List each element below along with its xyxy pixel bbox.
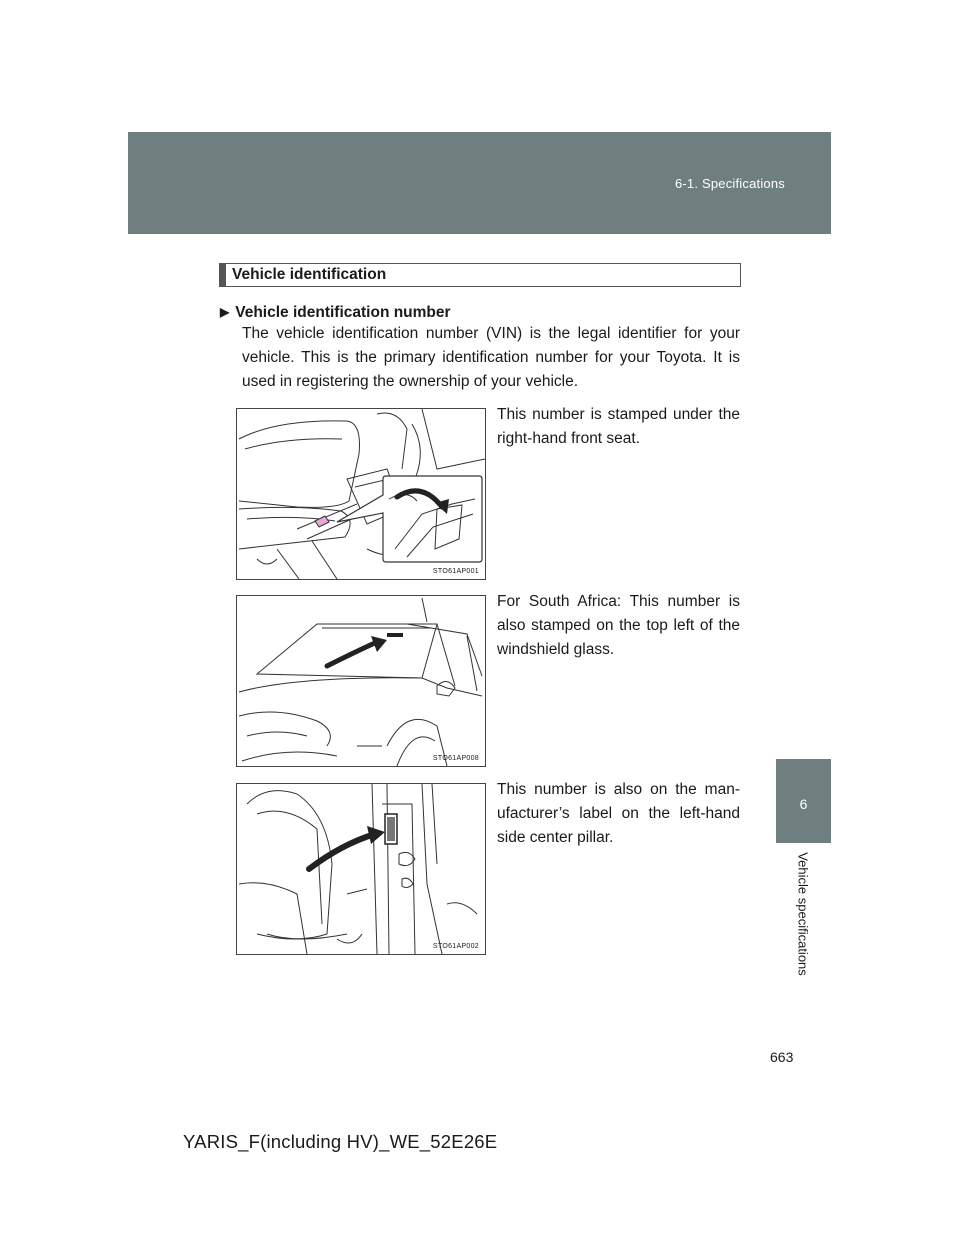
subsection-heading <box>220 304 451 322</box>
running-header: 6-1. Specifications <box>674 176 785 191</box>
section-heading-bar <box>220 264 226 286</box>
figure-windshield <box>236 595 486 767</box>
center-pillar-illustration <box>237 784 485 954</box>
chapter-number: 6 <box>799 796 808 812</box>
section-title: Vehicle identification <box>232 266 387 283</box>
header-band <box>128 132 831 234</box>
figure-caption: This number is stamped under the right-hand front seat. <box>497 406 740 447</box>
car-windshield-illustration <box>237 596 485 766</box>
section-heading <box>219 263 741 287</box>
figure-code: STO61AP001 <box>432 568 479 575</box>
seat-illustration <box>237 409 485 579</box>
triangle-bullet-icon: ▶ <box>220 305 230 319</box>
page-number: 663 <box>770 1049 794 1065</box>
chapter-tab <box>776 759 831 843</box>
figure-center-pillar <box>236 783 486 955</box>
intro-paragraph: The vehicle identification number (VIN) is the legal identifier for your vehicle. This is the primary identification number for your Toyota. It is used in registering the ownership of your vehicle. <box>242 325 740 390</box>
figure-caption: This number is also on the man-ufacturer’s label on the left-hand side center pillar. <box>497 781 740 846</box>
figure-code: STO61AP002 <box>432 943 479 950</box>
subsection-title: Vehicle identification number <box>235 304 451 321</box>
chapter-title: Vehicle specifications <box>795 852 811 976</box>
footer-document-id: YARIS_F(including HV)_WE_52E26E <box>183 1131 498 1152</box>
figure-caption: For South Africa: This number is also stamped on the top left of the windshield glass. <box>497 593 740 658</box>
figure-code: STO61AP008 <box>432 755 479 762</box>
figure-seat <box>236 408 486 580</box>
